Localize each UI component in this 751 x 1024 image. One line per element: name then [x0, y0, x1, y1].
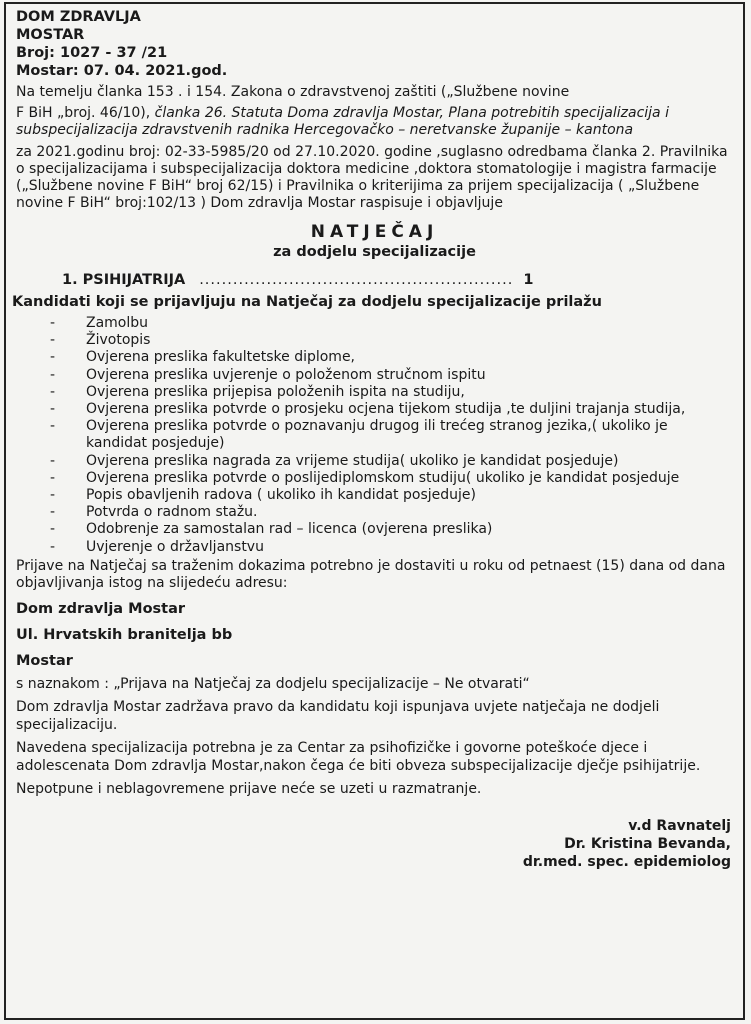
list-item: - Ovjerena preslika potvrde o poznavanju drugog ili trećeg stranog jezika,( ukoliko je kandidat posjeduje): [16, 418, 733, 452]
list-dash: -: [50, 538, 56, 555]
list-dash: -: [50, 521, 56, 538]
list-dash: -: [50, 504, 56, 521]
list-item: - Odobrenje za samostalan rad – licenca (ovjerena preslika): [16, 521, 733, 538]
address-street: Ul. Hrvatskih branitelja bb: [16, 626, 233, 643]
list-item: - Ovjerena preslika potvrde o prosjeku ocjena tijekom studija ,te duljini trajanja studija,: [16, 401, 733, 418]
preamble-line-1: Na temelju članka 153 . i 154. Zakona o zdravstvenoj zaštiti („Službene novine: [16, 84, 570, 100]
list-dash: -: [50, 315, 56, 331]
list-dash: -: [50, 418, 56, 435]
list-item: - Potvrda o radnom stažu.: [16, 504, 733, 521]
specialization-name: 1. PSIHIJATRIJA: [62, 272, 186, 288]
org-city: MOSTAR: [16, 27, 85, 43]
dot-leader: ........................................................: [199, 272, 514, 288]
list-dash: -: [50, 349, 56, 366]
list-item: - Ovjerena preslika prijepisa položenih ispita na studiju,: [16, 384, 733, 401]
list-dash: -: [50, 401, 56, 418]
incomplete-notice: Nepotpune i neblagovremene prijave neće se uzeti u razmatranje.: [16, 781, 482, 798]
purpose-statement: Navedena specijalizacija potrebna je za Centar za psihofizičke i govorne poteškoće djece i adolescenata Dom zdravlja Mostar,nakon čega će biti obveza subspecijalizacije dječje psihijatrije.: [16, 740, 701, 774]
signatory-name: Dr. Kristina Bevanda,: [564, 835, 731, 852]
notice-subtitle: za dodjelu specijalizacije: [273, 244, 476, 260]
list-dash: -: [50, 366, 56, 383]
list-item: - Ovjerena preslika fakultetske diplome,: [16, 349, 733, 366]
preamble-line-2: [16, 105, 733, 139]
signature-block: [16, 817, 733, 871]
org-name: DOM ZDRAVLJA: [16, 9, 141, 25]
list-item: - Životopis: [16, 332, 733, 349]
signatory-title: dr.med. spec. epidemiolog: [522, 853, 731, 870]
specialization-count: 1: [523, 272, 534, 288]
list-dash: -: [50, 469, 56, 486]
list-item: - Ovjerena preslika uvjerenje o položenom stručnom ispitu: [16, 367, 733, 384]
list-dash: -: [50, 452, 56, 469]
list-item: - Ovjerena preslika potvrde o poslijediplomskom studiju( ukoliko je kandidat posjeduje: [16, 470, 733, 487]
preamble-statute: članka 26. Statuta Doma zdravlja Mostar, Plana potrebitih specijalizacija i subspecijalizacija zdravstvenih radnika Hercegovačko – neretvanske županije – kantona: [16, 105, 669, 138]
submission-instructions: Prijave na Natječaj sa traženim dokazima potrebno je dostaviti u roku od petnaest (15) dana od dana objavljivanja istog na slijedeću adresu:: [16, 557, 726, 591]
list-item: - Zamolbu: [16, 315, 733, 332]
notice-title: NATJEČAJ: [310, 222, 439, 242]
list-item: - Uvjerenje o državljanstvu: [16, 539, 733, 556]
address-city: Mostar: [16, 652, 73, 669]
documents-intro: Kandidati koji se prijavljuju na Natječaj za dodjelu specijalizacije prilažu: [12, 294, 602, 310]
issue-date: Mostar: 07. 04. 2021.god.: [16, 63, 228, 79]
preamble-line-3: za 2021.godinu broj: 02-33-5985/20 od 27.10.2020. godine ,suglasno odredbama članka 2. Pravilnika o specijalizacijama i subspecijalizacija doktora medicine ,doktora stomatologije i magistra farmacije („Službene novine F BiH“ broj 62/15) i Pravilnika o kriterijima za prijem specijalizacija ( „Službene novine F BiH“ broj:102/13 ) Dom zdravlja Mostar raspisuje i objavljuje: [16, 144, 728, 211]
address-institution: Dom zdravlja Mostar: [16, 600, 186, 617]
notice-frame: [4, 2, 745, 1020]
signatory-role: v.d Ravnatelj: [628, 817, 731, 834]
list-item: - Ovjerena preslika nagrada za vrijeme studija( ukoliko je kandidat posjeduje): [16, 453, 733, 470]
list-item: - Popis obavljenih radova ( ukoliko ih kandidat posjeduje): [16, 487, 733, 504]
list-dash: -: [50, 383, 56, 400]
specialization-line: [62, 271, 733, 289]
list-dash: -: [50, 487, 56, 504]
documents-list: [16, 315, 733, 556]
reservation-clause: Dom zdravlja Mostar zadržava pravo da kandidatu koji ispunjava uvjete natječaja ne dodjeli specijalizaciju.: [16, 699, 660, 733]
reference-number: Broj: 1027 - 37 /21: [16, 45, 168, 61]
list-dash: -: [50, 332, 56, 349]
preamble-gazette: F BiH „broj. 46/10),: [16, 105, 155, 121]
envelope-note: s naznakom : „Prijava na Natječaj za dodjelu specijalizacije – Ne otvarati“: [16, 675, 530, 692]
